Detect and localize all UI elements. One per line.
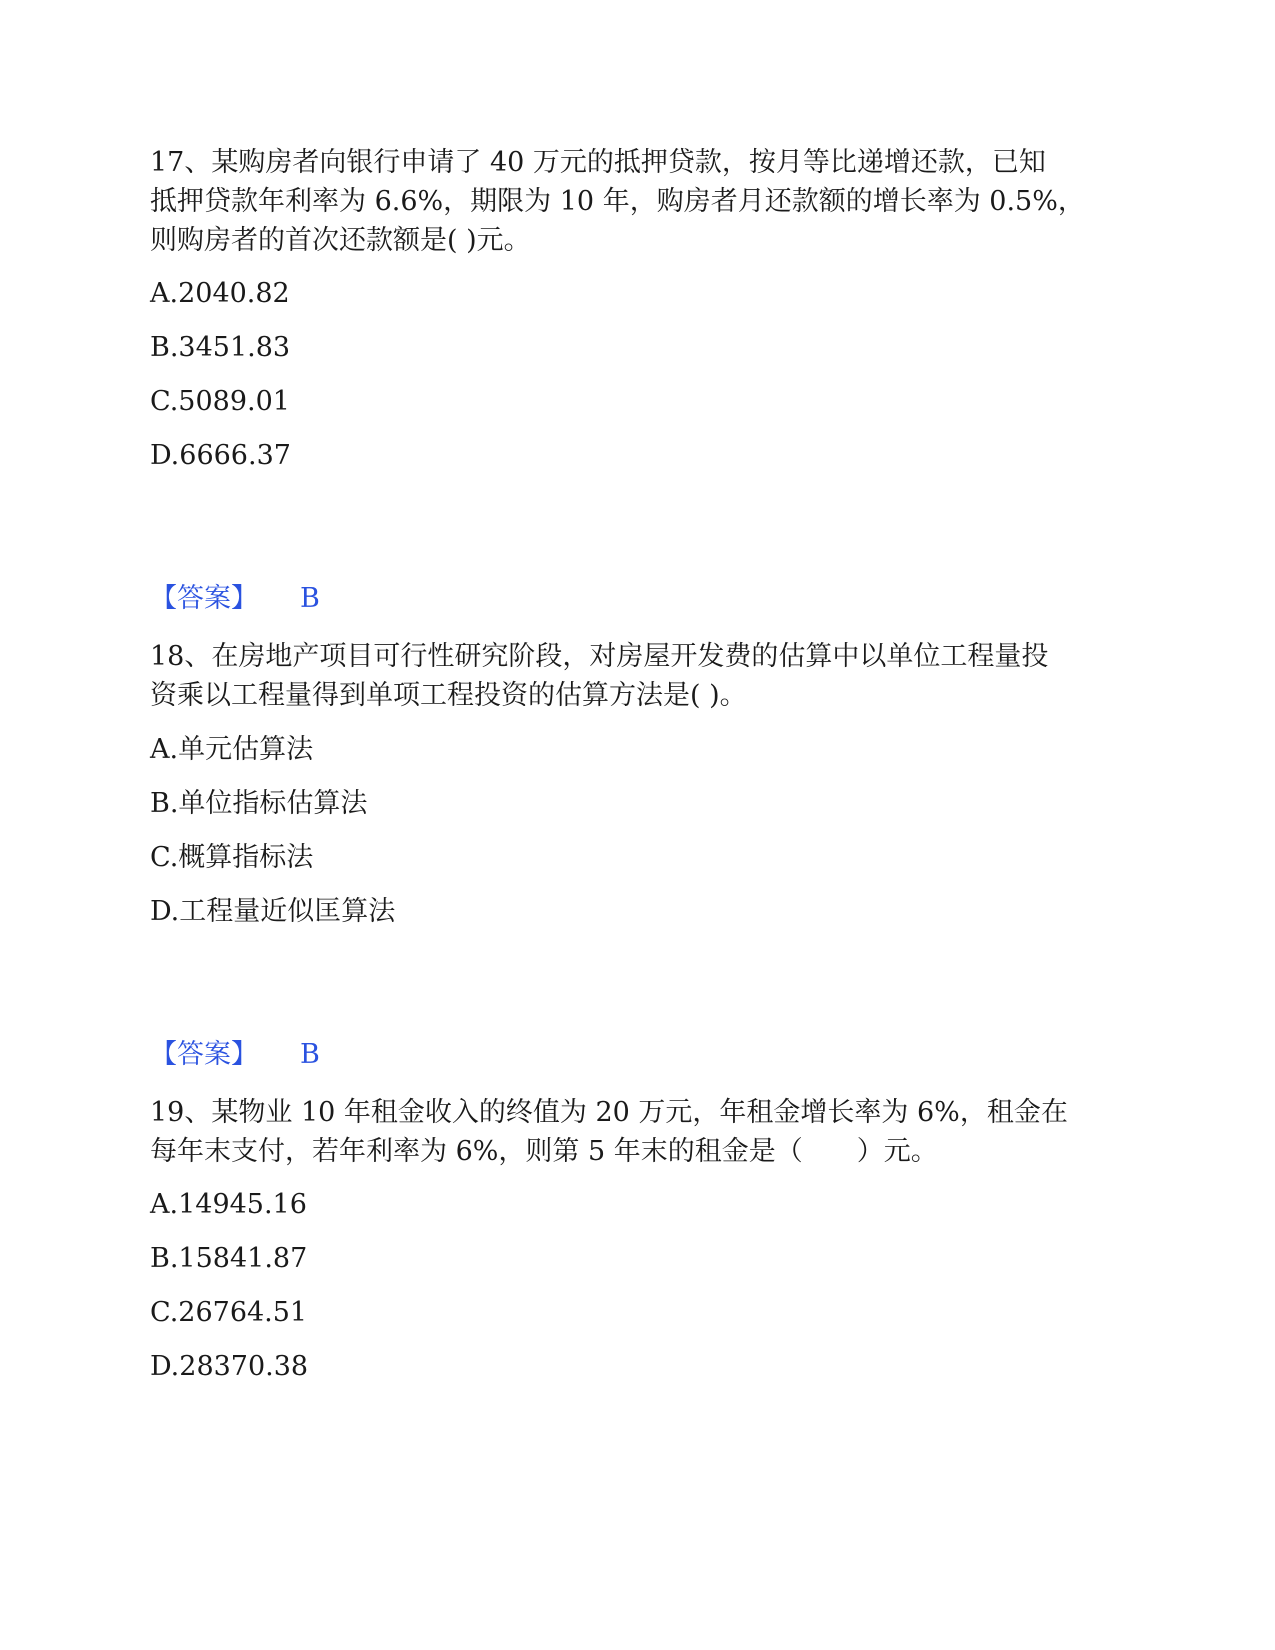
question-19-option-c: C.26764.51 bbox=[150, 1297, 308, 1328]
answer-label: 【答案】 bbox=[150, 1039, 258, 1070]
question-stem-line: 18、在房地产项目可行性研究阶段，对房屋开发费的估算中以单位工程量投 bbox=[150, 641, 1049, 672]
answer-17 bbox=[150, 581, 320, 617]
question-18-option-a: A.单元估算法 bbox=[150, 734, 314, 765]
question-17-option-c: C.5089.01 bbox=[150, 386, 290, 417]
question-stem-line: 17、某购房者向银行申请了 40 万元的抵押贷款，按月等比递增还款，已知 bbox=[150, 147, 1046, 178]
question-stem-line: 抵押贷款年利率为 6.6%，期限为 10 年，购房者月还款额的增长率为 0.5%， bbox=[150, 186, 1085, 217]
question-18-stem bbox=[150, 637, 1110, 715]
question-17-option-d: D.6666.37 bbox=[150, 440, 291, 471]
question-17-option-a: A.2040.82 bbox=[150, 278, 290, 309]
question-18-option-b: B.单位指标估算法 bbox=[150, 788, 368, 819]
answer-label: 【答案】 bbox=[150, 583, 258, 614]
answer-value: B bbox=[300, 1039, 320, 1070]
question-stem-line: 19、某物业 10 年租金收入的终值为 20 万元，年租金增长率为 6%，租金在 bbox=[150, 1097, 1068, 1128]
question-18-option-c: C.概算指标法 bbox=[150, 842, 314, 873]
question-18-option-d: D.工程量近似匡算法 bbox=[150, 896, 396, 927]
answer-value: B bbox=[300, 583, 320, 614]
question-17-option-b: B.3451.83 bbox=[150, 332, 291, 363]
question-19-stem bbox=[150, 1093, 1110, 1171]
question-19-option-b: B.15841.87 bbox=[150, 1243, 308, 1274]
question-stem-line: 则购房者的首次还款额是( )元。 bbox=[150, 225, 531, 256]
question-19-option-d: D.28370.38 bbox=[150, 1351, 309, 1382]
answer-18 bbox=[150, 1037, 320, 1073]
question-17-stem bbox=[150, 143, 1110, 260]
question-stem-line: 资乘以工程量得到单项工程投资的估算方法是( )。 bbox=[150, 680, 747, 711]
question-stem-line: 每年末支付，若年利率为 6%，则第 5 年末的租金是（ ）元。 bbox=[150, 1136, 938, 1167]
question-19-option-a: A.14945.16 bbox=[150, 1189, 307, 1220]
